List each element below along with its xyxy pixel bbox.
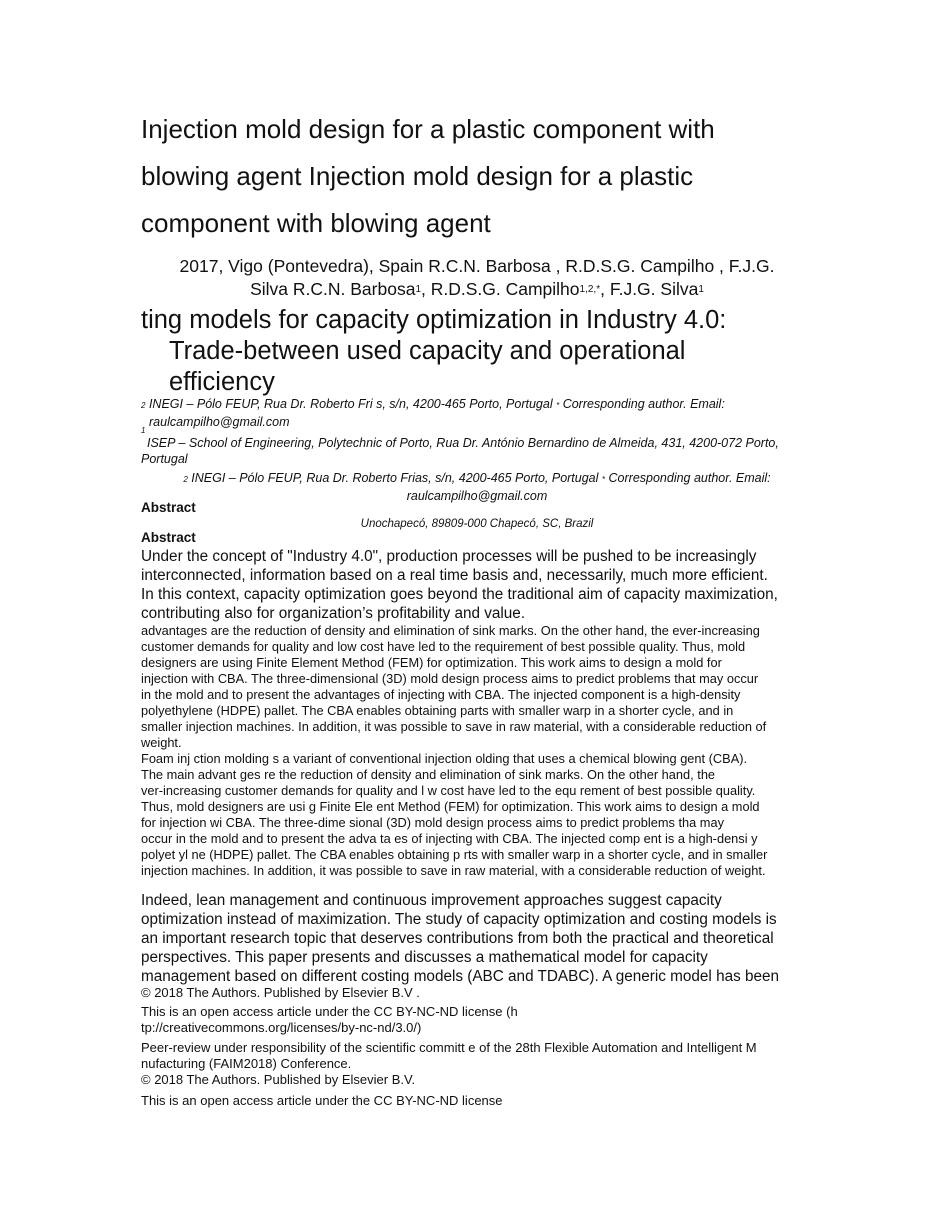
authors-line-2: Silva R.C.N. Barbosa$^1$, R.D.S.G. Campilho$^{1,2,*}$, F.J.G. Silva$^1$ — [250, 279, 704, 299]
overlay-title-line-3: efficiency — [169, 368, 275, 396]
affiliation-2: 1 ISEP – School of Engineering, Polytechnic of Porto, Rua Dr. António Bernardino de Almeida, 431, 4200-072 Porto, Portugal — [141, 426, 779, 466]
author-sup: 1 — [415, 284, 421, 295]
affiliation-3-email: raulcampilho@gmail.com — [406, 489, 548, 503]
authors — [141, 255, 813, 301]
paper-title — [141, 106, 813, 247]
license-2: This is an open access article under the CC BY-NC-ND license — [141, 1093, 503, 1108]
overlay-title — [141, 305, 813, 398]
copyright-2: © 2018 The Authors. Published by Elsevier B.V. — [141, 1072, 416, 1087]
author-sup: 1,2,* — [579, 284, 601, 295]
affiliation-1-email: raulcampilho@gmail.com — [149, 415, 290, 429]
license-1: This is an open access article under the CC BY-NC-ND license (h tp://creativecommons.org/licenses/by-nc-nd/3.0/) — [141, 1004, 518, 1035]
peer-review: Peer-review under responsibility of the scientific committ e of the 28th Flexible Automation and Intelligent M nufacturing (FAIM2018) Conference. — [141, 1040, 757, 1071]
overlay-title-line-1: ting models for capacity optimization in Industry 4.0: — [141, 306, 727, 334]
abstract-large-text: Under the concept of "Industry 4.0", production processes will be pushed to be increasingly interconnected, information based on a real time basis and, necessarily, much more efficient. In this context, capacity optimization goes beyond the traditional aim of capacity maximization, contributing also for organization’s profitability and value. — [141, 548, 778, 622]
title-line-1: Injection mold design for a plastic component with — [141, 114, 715, 144]
copyright-1: © 2018 The Authors. Published by Elsevier B.V . — [141, 985, 420, 1000]
abstract-heading-2: Abstract — [141, 530, 196, 545]
affiliation-1: 2 INEGI – Pólo FEUP, Rua Dr. Roberto Fri s, s/n, 4200-465 Porto, Portugal * Corresponding author. Email: raulcampilho@gmail.com — [141, 396, 813, 430]
authors-line-1: 2017, Vigo (Pontevedra), Spain R.C.N. Barbosa , R.D.S.G. Campilho , F.J.G. — [179, 256, 775, 276]
abstract-small-text-b: Foam inj ction molding s a variant of conventional injection olding that uses a chemical blowing gent (CBA). The main advant ges re the reduction of density and elimination of sink marks. On the other hand, the ver-increasing customer demands for quality and l w cost have led to the equ rement of best possible quality. Thus, mold designers are usi g Finite Ele ent Method (FEM) for optimization. This work aims to design a mold for injection wi CBA. The three-dime sional (3D) mold design process aims to predict problems tha may occur in the mold and to present the adva ta es of injecting with CBA. The injected comp ent is a high-densi y polyet yl ne (HDPE) pallet. The CBA enables obtaining p rts with smaller warp in a shorter cycle, and in smaller injection machines. In addition, it was possible to save in raw material, with a considerable reduction of weight. — [141, 751, 768, 878]
title-line-2: blowing agent Injection mold design for a plastic — [141, 161, 694, 191]
author-sup: 1 — [698, 284, 704, 295]
abstract-small-text-a: advantages are the reduction of density and elimination of sink marks. On the other hand, the ever-increasing customer demands for quality and low cost have led to the requirement of best possible quality. Thus, mold designers are using Finite Element Method (FEM) for optimization. This work aims to design a mold for injection with CBA. The three-dimensional (3D) mold design process aims to predict problems that may occur in the mold and to present the advantages of injecting with CBA. The injected component is a high-density polyethylene (HDPE) pallet. The CBA enables obtaining parts with smaller warp in a shorter cycle, and in smaller injection machines. In addition, it was possible to save in raw material, with a considerable reduction of weight. — [141, 623, 767, 750]
abstract-heading: Abstract — [141, 500, 196, 515]
title-line-3: component with blowing agent — [141, 208, 491, 238]
abstract-large-text-b: Indeed, lean management and continuous improvement approaches suggest capacity optimization instead of maximization. The study of capacity optimization and costing models is an important research topic that deserves contributions from both the practical and theoretical perspectives. This paper presents and discusses a mathematical model for capacity management based on different costing models (ABC and TDABC). A generic model has been — [141, 892, 780, 985]
affiliation-unochapeco: Unochapecó, 89809-000 Chapecó, SC, Brazil — [360, 518, 594, 530]
affiliation-3: 2 INEGI – Pólo FEUP, Rua Dr. Roberto Frias, s/n, 4200-465 Porto, Portugal * Corresponding author. Email: raulcampilho@gmail.com — [141, 470, 813, 504]
overlay-title-line-2: Trade-between used capacity and operational — [169, 337, 686, 365]
